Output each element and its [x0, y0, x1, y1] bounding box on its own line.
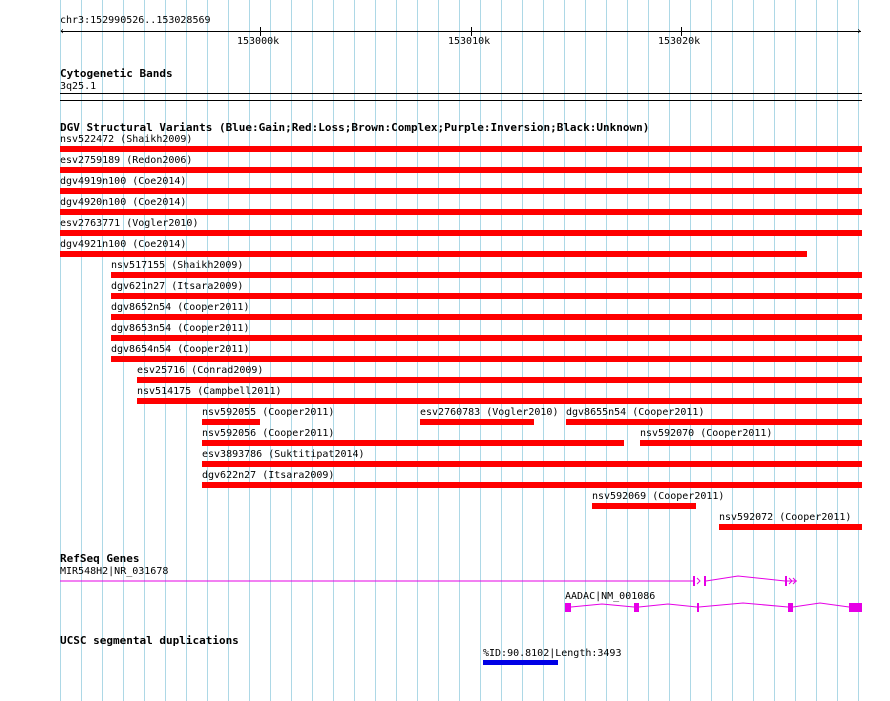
cytoband-label[interactable]: 3q25.1 — [60, 81, 97, 92]
dgv-variant-label[interactable]: dgv8654n54 (Cooper2011) — [111, 344, 250, 355]
dgv-variant-bar[interactable] — [111, 293, 862, 299]
ruler-major-tick — [681, 27, 682, 36]
dgv-variant-label[interactable]: esv2763771 (Vogler2010) — [60, 218, 199, 229]
dgv-variant-bar[interactable] — [719, 524, 862, 530]
dgv-variant-label[interactable]: dgv622n27 (Itsara2009) — [202, 470, 335, 481]
cytoband-top-line — [60, 93, 862, 94]
dgv-variant-bar[interactable] — [60, 251, 807, 257]
dgv-variant-label[interactable]: esv3893786 (Suktitipat2014) — [202, 449, 365, 460]
ruler-label-153000k: 153000k — [237, 36, 280, 47]
dgv-variant-bar[interactable] — [60, 167, 862, 173]
dgv-variant-label[interactable]: dgv4921n100 (Coe2014) — [60, 239, 187, 250]
dgv-track-title[interactable]: DGV Structural Variants (Blue:Gain;Red:Loss;Brown:Complex;Purple:Inversion;Black:Unknown) — [60, 121, 650, 134]
dgv-variant-label[interactable]: dgv4919n100 (Coe2014) — [60, 176, 187, 187]
dgv-variant-label[interactable]: dgv8652n54 (Cooper2011) — [111, 302, 250, 313]
dgv-variant-label[interactable]: nsv522472 (Shaikh2009) — [60, 134, 193, 145]
gene-aadac[interactable] — [565, 603, 862, 612]
dgv-variant-bar[interactable] — [202, 419, 260, 425]
gene-mir548h2[interactable] — [60, 576, 797, 586]
dgv-variant-bar[interactable] — [111, 314, 862, 320]
dgv-variant-label[interactable]: esv2759189 (Redon2006) — [60, 155, 193, 166]
dgv-variant-bar[interactable] — [137, 398, 862, 404]
dgv-variant-bar[interactable] — [640, 440, 862, 446]
dgv-variant-bar[interactable] — [137, 377, 862, 383]
dgv-variant-bar[interactable] — [111, 356, 862, 362]
ruler-major-tick — [260, 27, 261, 36]
dgv-variant-bar[interactable] — [60, 188, 862, 194]
dgv-variant-label[interactable]: nsv592069 (Cooper2011) — [592, 491, 725, 502]
dgv-variant-label[interactable]: esv25716 (Conrad2009) — [137, 365, 264, 376]
dgv-variant-bar[interactable] — [202, 461, 862, 467]
dgv-variant-bar[interactable] — [202, 482, 862, 488]
ruler-left-arrow: ‹ — [59, 26, 66, 37]
cytoband-bottom-line — [60, 100, 862, 101]
cytoband-track-title[interactable]: Cytogenetic Bands — [60, 67, 173, 80]
segdup-track-title[interactable]: UCSC segmental duplications — [60, 634, 239, 647]
dgv-variant-label[interactable]: dgv8655n54 (Cooper2011) — [566, 407, 705, 418]
dgv-variant-label[interactable]: nsv592070 (Cooper2011) — [640, 428, 773, 439]
gene-label-aadac[interactable]: AADAC|NM_001086 — [565, 591, 656, 602]
ruler-axis — [61, 31, 861, 32]
dgv-variant-label[interactable]: dgv8653n54 (Cooper2011) — [111, 323, 250, 334]
dgv-variant-bar[interactable] — [60, 146, 862, 152]
dgv-variant-bar[interactable] — [111, 272, 862, 278]
dgv-variant-label[interactable]: nsv592055 (Cooper2011) — [202, 407, 335, 418]
dgv-variant-label[interactable]: nsv517155 (Shaikh2009) — [111, 260, 244, 271]
refseq-gene-models — [0, 570, 890, 620]
ruler-major-tick — [471, 27, 472, 36]
gene-label-mir548h2[interactable]: MIR548H2|NR_031678 — [60, 566, 169, 577]
dgv-variant-bar[interactable] — [60, 209, 862, 215]
dgv-variant-label[interactable]: esv2760783 (Vogler2010) — [420, 407, 559, 418]
segdup-label[interactable]: %ID:90.8102|Length:3493 — [483, 648, 622, 659]
dgv-variant-label[interactable]: nsv514175 (Campbell2011) — [137, 386, 282, 397]
ruler-label-153020k: 153020k — [658, 36, 701, 47]
ruler-right-arrow: › — [856, 26, 863, 37]
refseq-track-title[interactable]: RefSeq Genes — [60, 552, 140, 565]
segdup-feature[interactable] — [483, 660, 558, 665]
dgv-variant-label[interactable]: nsv592072 (Cooper2011) — [719, 512, 852, 523]
dgv-variant-bar[interactable] — [420, 419, 534, 425]
position-label: chr3:152990526..153028569 — [60, 15, 211, 26]
dgv-variant-bar[interactable] — [592, 503, 696, 509]
dgv-variant-bar[interactable] — [60, 230, 862, 236]
dgv-variant-label[interactable]: nsv592056 (Cooper2011) — [202, 428, 335, 439]
dgv-variant-label[interactable]: dgv621n27 (Itsara2009) — [111, 281, 244, 292]
dgv-variant-bar[interactable] — [566, 419, 862, 425]
dgv-variant-label[interactable]: dgv4920n100 (Coe2014) — [60, 197, 187, 208]
dgv-variant-bar[interactable] — [111, 335, 862, 341]
dgv-variant-bar[interactable] — [202, 440, 624, 446]
ruler-label-153010k: 153010k — [448, 36, 491, 47]
